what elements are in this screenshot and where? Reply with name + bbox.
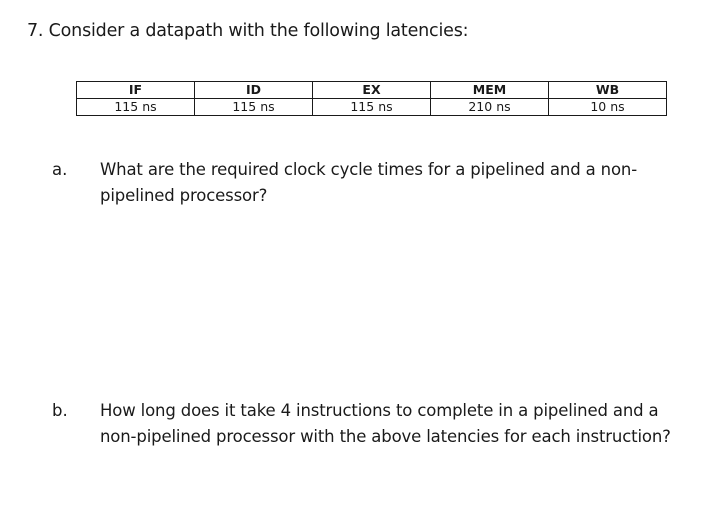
value-mem: 210 ns <box>431 99 549 116</box>
value-id: 115 ns <box>195 99 313 116</box>
part-a-letter: a. <box>52 160 68 179</box>
value-ex: 115 ns <box>313 99 431 116</box>
header-mem: MEM <box>431 82 549 99</box>
value-if: 115 ns <box>77 99 195 116</box>
question-heading: 7. Consider a datapath with the following latencies: <box>27 21 469 41</box>
header-if: IF <box>77 82 195 99</box>
header-id: ID <box>195 82 313 99</box>
table-header-row <box>77 82 667 99</box>
latency-table <box>76 81 667 116</box>
part-b-letter: b. <box>52 401 68 420</box>
part-b-text: How long does it take 4 instructions to complete in a pipelined and a non-pipelined processor with the above latencies for each instruction? <box>100 401 671 446</box>
part-a-text: What are the required clock cycle times for a pipelined and a non-pipelined processor? <box>100 160 638 205</box>
header-ex: EX <box>313 82 431 99</box>
value-wb: 10 ns <box>549 99 667 116</box>
table-row <box>77 99 667 116</box>
header-wb: WB <box>549 82 667 99</box>
